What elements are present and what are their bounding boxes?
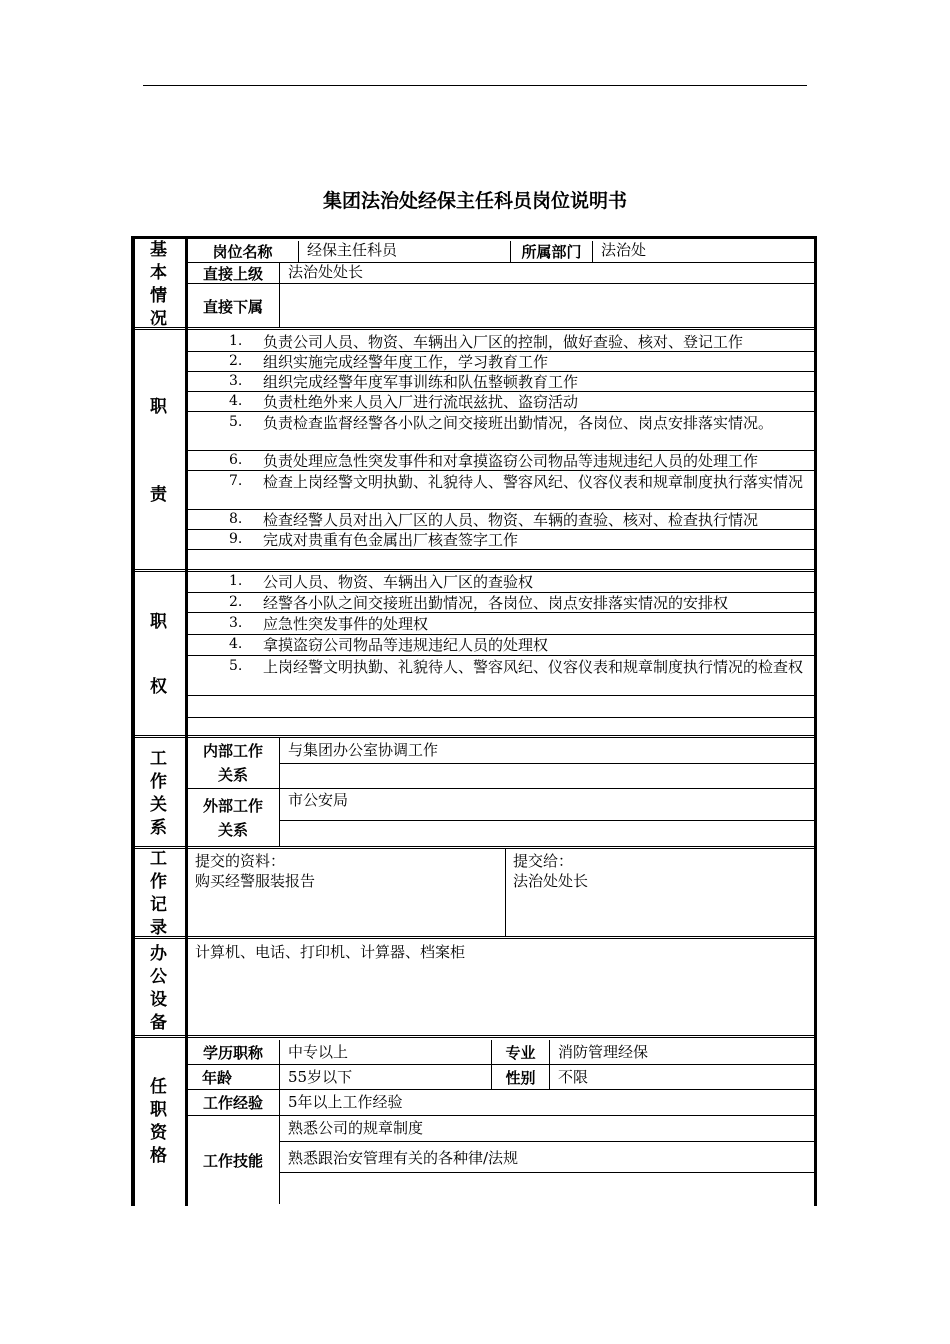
power-item-empty <box>187 718 814 736</box>
records-submitted <box>187 849 505 939</box>
power-item: 5. 上岗经警文明执勤、礼貌待人、警容风纪、仪容仪表和规章制度执行情况的检查权 <box>187 656 814 696</box>
header-rule <box>143 85 807 86</box>
equipment-value: 计算机、电话、打印机、计算器、档案柜 <box>195 943 466 961</box>
internal-relation-label: 内部工作关系 <box>202 742 263 784</box>
duty-item: 2. 组织实施完成经警年度工作，学习教育工作 <box>187 352 814 372</box>
skill-label: 工作技能 <box>202 1151 263 1170</box>
duty-item: 9. 完成对贵重有色金属出厂核查签字工作 <box>187 530 814 550</box>
experience-label: 工作经验 <box>202 1094 263 1112</box>
duty-item: 3. 组织完成经警年度军事训练和队伍整顿教育工作 <box>187 372 814 392</box>
relation-divider <box>187 788 279 789</box>
section-label-relations: 工 作 关 系 <box>132 738 188 849</box>
duty-item: 7. 检查上岗经警文明执勤、礼貌待人、警容风纪、仪容仪表和规章制度执行落实情况 <box>187 471 814 510</box>
duty-item: 4. 负责杜绝外来人员入厂进行流氓兹扰、盗窃活动 <box>187 392 814 412</box>
skill-item-empty <box>279 1173 814 1204</box>
duty-item: 8. 检查经警人员对出入厂区的人员、物资、车辆的查验、核对、检查执行情况 <box>187 510 814 530</box>
section-duties <box>132 330 817 572</box>
internal-relation-value: 与集团办公室协调工作 <box>279 738 814 764</box>
records-submit-label: 提交的资料： <box>195 852 286 870</box>
records-submit-value: 购买经警服装报告 <box>195 872 316 890</box>
external-relation-value: 市公安局 <box>279 789 814 821</box>
power-item: 1. 公司人员、物资、车辆出入厂区的查验权 <box>187 572 814 593</box>
subordinate-label: 直接下属 <box>202 297 263 316</box>
duty-item-empty <box>187 550 814 570</box>
section-label-equipment: 办 公 设 备 <box>132 939 188 1038</box>
row-age <box>187 1065 814 1090</box>
major-value: 消防管理经保 <box>549 1040 814 1064</box>
external-relation-blank <box>279 821 814 847</box>
row-superior <box>187 263 814 284</box>
subordinate-value <box>279 284 814 328</box>
skill-item: 熟悉跟治安管理有关的各种律/法规 <box>279 1142 814 1173</box>
records-recipient <box>505 849 817 939</box>
document-title: 集团法治处经保主任科员岗位说明书 <box>322 190 627 212</box>
skill-item: 熟悉公司的规章制度 <box>279 1116 814 1142</box>
duty-item: 5. 负责检查监督经警各小队之间交接班出勤情况，各岗位、岗点安排落实情况。 <box>187 412 814 451</box>
section-basic-info <box>132 239 817 330</box>
row-subordinate <box>187 284 814 328</box>
gender-label: 性别 <box>491 1065 549 1089</box>
row-position <box>187 241 814 263</box>
external-relation-label: 外部工作关系 <box>202 797 263 839</box>
section-label-qualification: 任 职 资 格 <box>132 1038 188 1206</box>
section-powers <box>132 572 817 738</box>
section-records <box>132 849 817 939</box>
section-label-records: 工 作 记 录 <box>132 849 188 939</box>
dept-label: 所属部门 <box>510 241 592 262</box>
section-label-duties: 职 责 <box>132 330 188 572</box>
section-relations <box>132 738 817 849</box>
education-label: 学历职称 <box>202 1043 263 1062</box>
row-experience <box>187 1090 814 1116</box>
age-value: 55岁以下 <box>279 1065 491 1089</box>
internal-relation-blank <box>279 764 814 789</box>
duty-item: 6. 负责处理应急性突发事件和对拿摸盗窃公司物品等违规违纪人员的处理工作 <box>187 451 814 471</box>
records-to-label: 提交给： <box>513 852 574 870</box>
section-label-powers: 职 权 <box>132 572 188 738</box>
power-item: 3. 应急性突发事件的处理权 <box>187 613 814 635</box>
experience-value: 5年以上工作经验 <box>279 1090 814 1115</box>
section-equipment <box>132 939 817 1038</box>
section-qualification <box>132 1038 817 1206</box>
age-label: 年龄 <box>201 1068 232 1087</box>
superior-value: 法治处处长 <box>279 263 814 283</box>
position-name-label: 岗位名称 <box>212 243 273 261</box>
education-value: 中专以上 <box>279 1040 491 1064</box>
row-education <box>187 1040 814 1065</box>
gender-value: 不限 <box>549 1065 814 1089</box>
major-label: 专业 <box>491 1040 549 1064</box>
power-item-empty <box>187 696 814 718</box>
superior-label: 直接上级 <box>202 264 263 283</box>
power-item: 4. 拿摸盗窃公司物品等违规违纪人员的处理权 <box>187 635 814 656</box>
position-name-value: 经保主任科员 <box>298 241 510 262</box>
section-label-basic: 基 本 情 况 <box>132 239 188 330</box>
dept-value: 法治处 <box>592 241 814 262</box>
power-item: 2. 经警各小队之间交接班出勤情况，各岗位、岗点安排落实情况的安排权 <box>187 593 814 613</box>
records-to-value: 法治处处长 <box>513 872 589 890</box>
duty-item: 1. 负责公司人员、物资、车辆出入厂区的控制，做好查验、核对、登记工作 <box>187 332 814 352</box>
